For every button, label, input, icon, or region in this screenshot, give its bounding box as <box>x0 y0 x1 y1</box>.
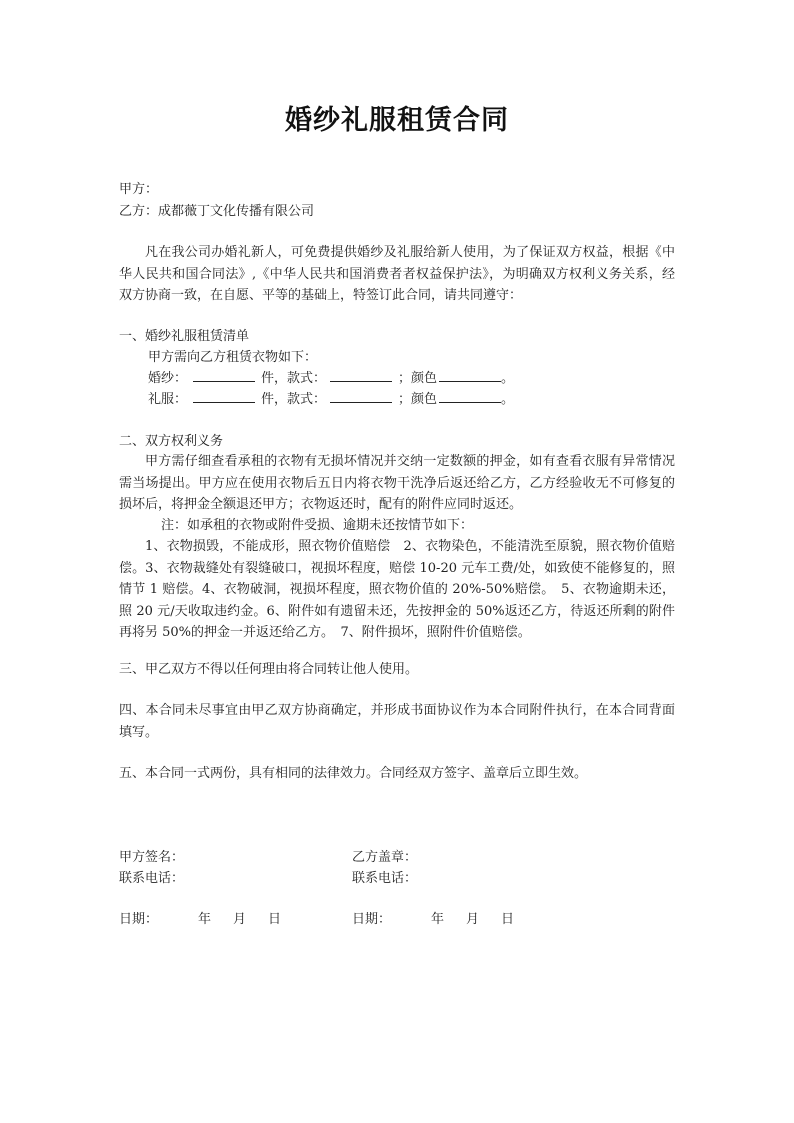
rental-row-gown <box>148 389 514 410</box>
section2-note: 注：如承租的衣物或附件受损、逾期未还按情节如下： <box>161 518 474 533</box>
section4: 四、本合同未尽事宜由甲乙双方协商确定，并形成书面协议作为本合同附件执行，在本合同背面填写。 <box>119 703 675 740</box>
date-label: 日期： <box>119 912 159 927</box>
day-label: 日 <box>268 912 282 927</box>
party-b-label: 乙方： <box>119 204 159 219</box>
section2-heading: 二、双方权利义务 <box>119 434 224 449</box>
color-label: ；颜色 <box>398 371 438 386</box>
style-blank <box>330 369 392 382</box>
color-blank <box>439 390 501 403</box>
month-label: 月 <box>466 912 480 927</box>
party-a-label: 甲方： <box>119 182 159 197</box>
style-blank <box>330 390 392 403</box>
section2-body: 甲方需仔细查看承租的衣物有无损坏情况并交纳一定数额的押金，如有查看衣服有异常情况需当场提出。甲方应在使用衣物后五日内将衣物干洗净后返还给乙方，乙方经验收无不可修复的损坏后，将押金全额退还甲方；衣物返还时，配有的附件应同时返还。 <box>119 454 675 513</box>
party-a-signature-label: 甲方签名： <box>119 850 185 865</box>
item-label: 婚纱： <box>148 371 188 386</box>
row-end: 。 <box>501 371 515 386</box>
document-title: 婚纱礼服租赁合同 <box>285 105 509 136</box>
qty-label: 件，款式： <box>261 392 327 407</box>
section5: 五、本合同一式两份，具有相同的法律效力。合同经双方签字、盖章后立即生效。 <box>119 766 588 781</box>
row-end: 。 <box>501 392 515 407</box>
item-label: 礼服： <box>148 392 188 407</box>
year-label: 年 <box>431 912 445 927</box>
color-label: ；颜色 <box>398 392 438 407</box>
quantity-blank <box>193 390 255 403</box>
party-a-phone-label: 联系电话： <box>119 871 185 886</box>
year-label: 年 <box>198 912 212 927</box>
section3: 三、甲乙双方不得以任何理由将合同转让他人使用。 <box>119 662 419 677</box>
section1-heading: 一、婚纱礼服租赁清单 <box>119 329 250 344</box>
color-blank <box>439 369 501 382</box>
party-b-date <box>352 909 514 930</box>
section1-lead: 甲方需向乙方租赁衣物如下： <box>148 350 318 365</box>
qty-label: 件，款式： <box>261 371 327 386</box>
party-b-phone-label: 联系电话： <box>352 871 418 886</box>
party-b-line <box>119 201 314 222</box>
rental-row-wedding-dress <box>148 368 514 389</box>
party-a-date <box>119 909 281 930</box>
intro-paragraph: 凡在我公司办婚礼新人，可免费提供婚纱及礼服给新人使用，为了保证双方权益，根据《中华人民共和国合同法》,《中华人民共和国消费者者权益保护法》，为明确双方权利义务关系，经双方协商一致，在自愿、平等的基础上，特签订此合同，请共同遵守： <box>119 245 675 304</box>
quantity-blank <box>193 369 255 382</box>
day-label: 日 <box>501 912 515 927</box>
month-label: 月 <box>233 912 247 927</box>
party-b-name: 成都薇丁文化传播有限公司 <box>158 204 315 219</box>
party-b-seal-label: 乙方盖章： <box>352 850 418 865</box>
date-label: 日期： <box>352 912 392 927</box>
section2-terms: 1、衣物损毁，不能成形，照衣物价值赔偿 2、衣物染色，不能清洗至原貌，照衣物价值赔偿。3、衣物裁缝处有裂缝破口，视损坏程度，赔偿 10-20 元车工费/处，如致使不能修复的，照情节 1 赔偿。4、衣物破洞，视损坏程度，照衣物价值的 20%-50%赔偿。 5、衣物逾期未还，照 20 元/天收取违约金。6、附件如有遗留未还，先按押金的 50%返还乙方，待返还所剩的附件再将另 50%的押金一并返还给乙方。 7、附件损坏，照附件价值赔偿。 <box>119 539 675 641</box>
